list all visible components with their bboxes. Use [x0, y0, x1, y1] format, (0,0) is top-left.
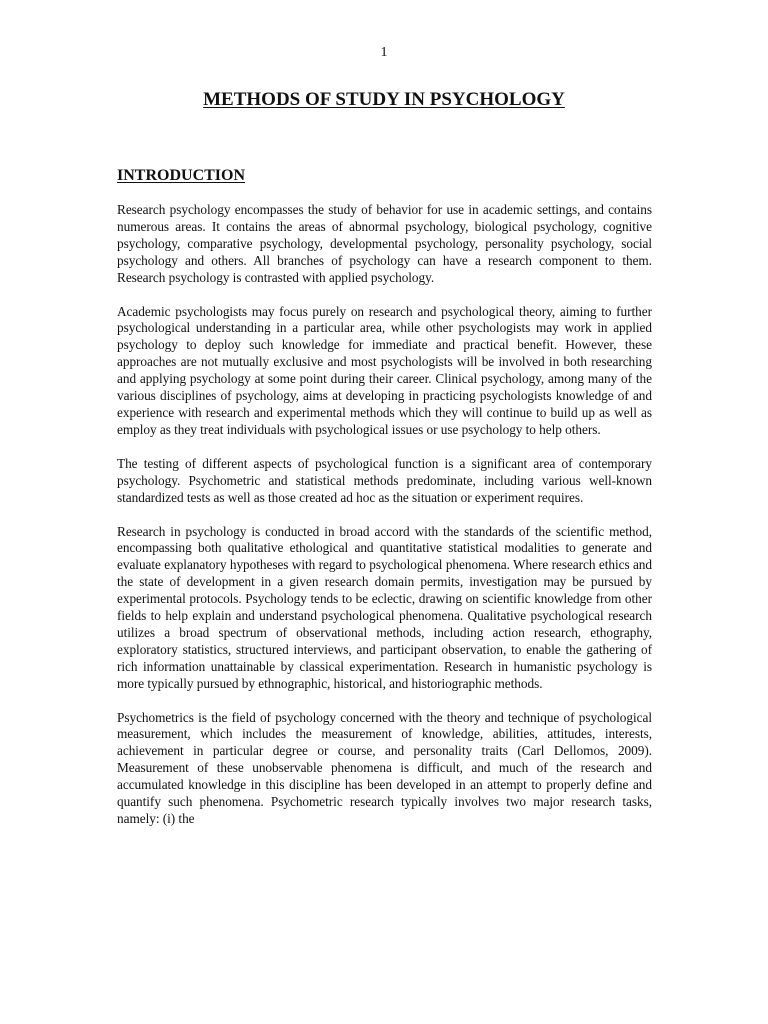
- document-title: METHODS OF STUDY IN PSYCHOLOGY: [203, 89, 565, 110]
- paragraph: Research in psychology is conducted in broad accord with the standards of the scientific method, encompassing both qualitative ethological and quantitative statistical modalities to generate and evaluate explanatory hypotheses with regard to psychological phenomena. Where research ethics and the state of development in a given research domain permits, investigation may be pursued by experimental protocols. Psychology tends to be eclectic, drawing on scientific knowledge from other fields to help explain and understand psychological phenomena. Qualitative psychological research utilizes a broad spectrum of observational methods, including action research, ethography, exploratory statistics, structured interviews, and participant observation, to enable the gathering of rich information unattainable by classical experimentation. Research in humanistic psychology is more typically pursued by ethnographic, historical, and historiographic methods.: [117, 523, 652, 691]
- section-heading-introduction: INTRODUCTION: [117, 167, 246, 184]
- paragraph: Academic psychologists may focus purely on research and psychological theory, aiming to further psychological understanding in a particular area, while other psychologists may work in applied psychology to deploy such knowledge for immediate and practical benefit. However, these approaches are not mutually exclusive and most psychologists will be involved in both researching and applying psychology at some point during their career. Clinical psychology, among many of the various disciplines of psychology, aims at developing in practicing psychologists knowledge of and experience with research and experimental methods which they will continue to build up as well as employ as they treat individuals with psychological issues or use psychology to help others.: [117, 303, 652, 437]
- paragraph: Psychometrics is the field of psychology concerned with the theory and technique of psychological measurement, which includes the measurement of knowledge, abilities, attitudes, interests, achievement in particular degree or course, and personality traits (Carl Dellomos, 2009). Measurement of these unobservable phenomena is difficult, and much of the research and accumulated knowledge in this discipline has been developed in an attempt to properly define and quantify such phenomena. Psychometric research typically involves two major research tasks, namely: (i) the: [117, 709, 652, 826]
- page-number: 1: [380, 45, 388, 60]
- paragraph: Research psychology encompasses the study of behavior for use in academic settings, and contains numerous areas. It contains the areas of abnormal psychology, biological psychology, cognitive psychology, comparative psychology, developmental psychology, personality psychology, social psychology and others. All branches of psychology can have a research component to them. Research psychology is contrasted with applied psychology.: [117, 202, 652, 285]
- paragraph: The testing of different aspects of psychological function is a significant area of contemporary psychology. Psychometric and statistical methods predominate, including various well-known standardized tests as well as those created ad hoc as the situation or experiment requires.: [117, 455, 652, 505]
- body-text: [117, 202, 652, 845]
